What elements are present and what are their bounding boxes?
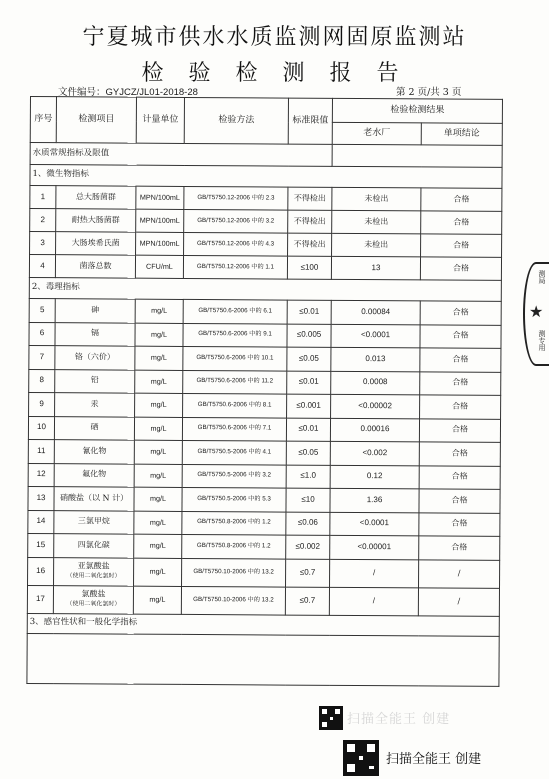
item-cell: 铬（六价） xyxy=(55,346,135,370)
table-row xyxy=(28,533,500,559)
limit-cell: ≤0.01 xyxy=(287,300,331,324)
page-number: 第 2 页/共 3 页 xyxy=(396,87,462,98)
result-cell: 0.013 xyxy=(331,347,420,371)
seq-cell: 2 xyxy=(30,209,56,232)
table-row xyxy=(30,209,502,235)
table-row xyxy=(28,486,500,512)
limit-cell: ≤0.05 xyxy=(287,347,331,371)
seal-text-bottom: 测专用 xyxy=(538,330,546,351)
method-cell: GB/T5750.6-2006 中的 8.1 xyxy=(183,393,287,417)
conclusion-cell: 合格 xyxy=(419,465,500,489)
table-row xyxy=(28,510,500,536)
seq-cell: 4 xyxy=(29,255,55,278)
item-cell: 硒 xyxy=(54,416,134,440)
col-unit: 计量单位 xyxy=(136,97,184,143)
method-cell: GB/T5750.5-2006 中的 4.1 xyxy=(182,440,286,464)
unit-cell: mg/L xyxy=(135,393,183,417)
item-cell: 总大肠菌群 xyxy=(56,186,136,209)
limit-cell: ≤0.01 xyxy=(286,418,330,442)
limit-cell: ≤0.05 xyxy=(286,441,330,465)
method-cell: GB/T5750.6-2006 中的 10.1 xyxy=(183,346,287,370)
item-cell: 硝酸盐（以 N 计） xyxy=(54,487,134,511)
seal-star-icon: ★ xyxy=(529,302,544,321)
conclusion-cell: 合格 xyxy=(420,324,501,348)
conclusion-cell: 合格 xyxy=(419,418,500,442)
seq-cell: 5 xyxy=(29,298,55,322)
limit-cell: 不得检出 xyxy=(288,210,332,233)
qr-code-icon xyxy=(343,740,379,776)
col-results: 检验检测结果 xyxy=(332,98,502,123)
col-site: 老水厂 xyxy=(332,122,421,145)
result-cell: <0.002 xyxy=(330,441,419,465)
limit-cell: ≤0.7 xyxy=(286,559,330,587)
method-cell: GB/T5750.12-2006 中的 1.1 xyxy=(183,255,287,279)
col-method: 检验方法 xyxy=(184,97,288,144)
section-row xyxy=(29,277,501,301)
seq-cell: 13 xyxy=(28,486,54,510)
table-header-row xyxy=(30,97,502,124)
table-row xyxy=(29,255,501,281)
table-row xyxy=(28,416,500,442)
conclusion-cell: 合格 xyxy=(421,234,502,257)
col-seq: 序号 xyxy=(30,97,56,143)
table-row xyxy=(28,557,500,588)
official-seal xyxy=(523,262,549,366)
item-cell: 铅 xyxy=(55,369,135,393)
unit-cell: mg/L xyxy=(134,464,182,488)
result-cell: <0.00002 xyxy=(331,394,420,418)
section-main: 水质常规指标及限值 xyxy=(30,143,332,167)
method-cell: GB/T5750.5-2006 中的 5.3 xyxy=(182,487,286,511)
seq-cell: 10 xyxy=(28,416,54,440)
item-note: （使用二氧化氯时） xyxy=(66,572,121,580)
col-limit: 标准限值 xyxy=(288,98,332,144)
method-cell: GB/T5750.6-2006 中的 7.1 xyxy=(182,417,286,441)
table-row xyxy=(28,463,500,489)
unit-cell: mg/L xyxy=(134,558,182,586)
results-table xyxy=(26,96,503,686)
method-cell: GB/T5750.12-2006 中的 4.3 xyxy=(184,232,288,256)
conclusion-cell: 合格 xyxy=(419,442,500,466)
table-row xyxy=(29,298,501,324)
item-cell: 汞 xyxy=(55,393,135,417)
item-cell: 菌落总数 xyxy=(55,255,135,278)
conclusion-cell: 合格 xyxy=(420,395,501,419)
limit-cell: ≤0.06 xyxy=(286,512,330,536)
seq-cell: 16 xyxy=(28,557,54,585)
method-cell: GB/T5750.8-2006 中的 1.2 xyxy=(182,511,286,535)
item-cell: 三氯甲烷 xyxy=(54,510,134,534)
page-title: 宁夏城市供水水质监测网固原监测站 xyxy=(82,25,467,50)
table-row xyxy=(29,345,501,371)
seal-text-top: 测局 xyxy=(538,270,546,284)
unit-cell: MPN/100mL xyxy=(136,209,184,232)
conclusion-cell: / xyxy=(418,587,499,615)
unit-cell: mg/L xyxy=(135,323,183,347)
unit-cell: MPN/100mL xyxy=(136,232,184,255)
file-number: 文件编号：GYJCZ/JL01-2018-28 xyxy=(58,87,198,98)
conclusion-cell: 合格 xyxy=(421,211,502,234)
conclusion-cell: 合格 xyxy=(419,536,500,560)
table-row xyxy=(28,439,500,465)
unit-cell: mg/L xyxy=(135,370,183,394)
method-cell: GB/T5750.10-2006 中的 13.2 xyxy=(181,586,285,615)
col-conclusion: 单项结论 xyxy=(421,123,502,145)
conclusion-cell: / xyxy=(419,559,500,587)
col-item: 检测项目 xyxy=(56,97,136,143)
result-cell: 13 xyxy=(331,256,420,280)
table-row xyxy=(30,232,502,258)
method-cell: GB/T5750.12-2006 中的 2.3 xyxy=(184,186,288,210)
item-cell: 镉 xyxy=(55,322,135,346)
item-cell: 亚氯酸盐 （使用二氧化氯时） xyxy=(54,557,134,585)
seq-cell: 14 xyxy=(28,510,54,534)
unit-cell: mg/L xyxy=(134,487,182,511)
item-cell: 耐热大肠菌群 xyxy=(56,209,136,232)
item-cell: 氰化物 xyxy=(54,440,134,464)
method-cell: GB/T5750.6-2006 中的 9.1 xyxy=(183,323,287,347)
report-subtitle: 检 验 检 测 报 告 xyxy=(141,61,408,86)
method-cell: GB/T5750.10-2006 中的 13.2 xyxy=(182,558,286,587)
seq-cell: 6 xyxy=(29,322,55,346)
method-cell: GB/T5750.6-2006 中的 11.2 xyxy=(183,370,287,394)
table-row xyxy=(29,322,501,348)
qr-code-icon xyxy=(319,706,343,730)
method-cell: GB/T5750.12-2006 中的 3.2 xyxy=(184,209,288,233)
section-sensory: 3、感官性状和一般化学指标 xyxy=(27,613,499,636)
result-cell: / xyxy=(329,587,418,616)
limit-cell: 不得检出 xyxy=(288,187,332,210)
seq-cell: 15 xyxy=(28,533,54,557)
result-cell: 0.12 xyxy=(330,465,419,489)
section-toxic: 2、毒理指标 xyxy=(29,277,501,301)
result-cell: 未检出 xyxy=(332,233,421,257)
item-cell: 四氯化碳 xyxy=(54,534,134,558)
unit-cell: mg/L xyxy=(134,534,182,558)
seq-cell: 11 xyxy=(28,439,54,463)
limit-cell: ≤1.0 xyxy=(286,465,330,489)
limit-cell: ≤0.01 xyxy=(287,371,331,395)
seq-cell: 3 xyxy=(30,232,56,255)
blank-row xyxy=(27,633,499,686)
unit-cell: mg/L xyxy=(134,511,182,535)
item-cell: 大肠埃希氏菌 xyxy=(56,232,136,255)
scanner-watermark: 扫描全能王 创建 xyxy=(386,752,482,767)
result-cell: 未检出 xyxy=(332,210,421,234)
conclusion-cell: 合格 xyxy=(420,348,501,372)
table-row xyxy=(29,369,501,395)
table-row xyxy=(30,186,502,212)
limit-cell: 不得检出 xyxy=(288,233,332,256)
method-cell: GB/T5750.6-2006 中的 6.1 xyxy=(183,299,287,323)
conclusion-cell: 合格 xyxy=(420,257,501,280)
result-cell: 0.00084 xyxy=(331,300,420,324)
seq-cell: 1 xyxy=(30,186,56,209)
seq-cell: 17 xyxy=(27,585,53,613)
limit-cell: ≤0.005 xyxy=(287,324,331,348)
item-note: （使用二氧化氯时） xyxy=(66,600,121,608)
result-cell: <0.00001 xyxy=(330,535,419,559)
item-cell: 砷 xyxy=(55,299,135,323)
item-cell: 氯酸盐 （使用二氧化氯时） xyxy=(53,585,133,613)
result-cell: 未检出 xyxy=(332,187,421,211)
conclusion-cell: 合格 xyxy=(420,301,501,325)
unit-cell: mg/L xyxy=(135,346,183,370)
watermark-faint: 扫描全能王 创建 xyxy=(347,712,451,727)
result-cell: <0.0001 xyxy=(331,324,420,348)
seq-cell: 7 xyxy=(29,345,55,369)
section-row xyxy=(30,165,502,189)
conclusion-cell: 合格 xyxy=(419,489,500,513)
limit-cell: ≤0.7 xyxy=(285,587,329,615)
unit-cell: mg/L xyxy=(135,299,183,323)
table-row xyxy=(29,392,501,418)
unit-cell: CFU/mL xyxy=(135,255,183,278)
unit-cell: mg/L xyxy=(134,417,182,441)
conclusion-cell: 合格 xyxy=(419,512,500,536)
seq-cell: 9 xyxy=(29,392,55,416)
conclusion-cell: 合格 xyxy=(421,188,502,211)
seq-cell: 8 xyxy=(29,369,55,393)
method-cell: GB/T5750.5-2006 中的 3.2 xyxy=(182,464,286,488)
method-cell: GB/T5750.8-2006 中的 1.2 xyxy=(182,534,286,558)
seq-cell: 12 xyxy=(28,463,54,487)
limit-cell: ≤0.001 xyxy=(287,394,331,418)
item-cell: 氟化物 xyxy=(54,463,134,487)
result-cell: 1.36 xyxy=(330,488,419,512)
conclusion-cell: 合格 xyxy=(420,371,501,395)
result-cell: 0.0008 xyxy=(331,371,420,395)
limit-cell: ≤100 xyxy=(287,256,331,279)
result-cell: <0.0001 xyxy=(330,512,419,536)
result-cell: / xyxy=(330,559,419,588)
unit-cell: mg/L xyxy=(133,586,181,614)
section-micro: 1、微生物指标 xyxy=(30,165,502,189)
limit-cell: ≤10 xyxy=(286,488,330,512)
table-row xyxy=(27,585,499,616)
limit-cell: ≤0.002 xyxy=(286,535,330,559)
section-row xyxy=(30,143,502,168)
unit-cell: MPN/100mL xyxy=(136,186,184,209)
unit-cell: mg/L xyxy=(134,440,182,464)
result-cell: 0.00016 xyxy=(330,418,419,442)
